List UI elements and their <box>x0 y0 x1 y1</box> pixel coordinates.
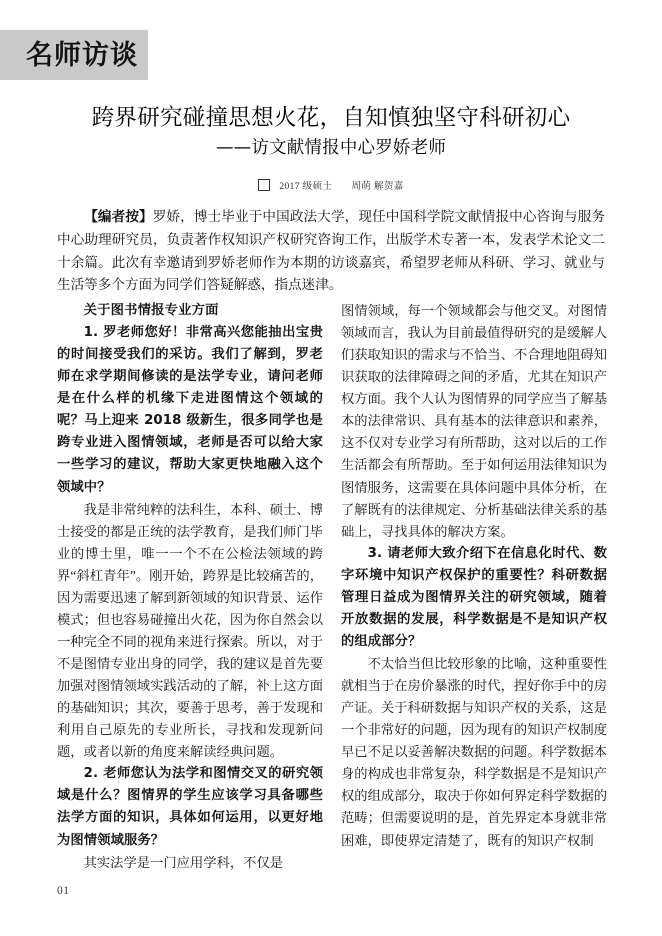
question-2: 2. 老师您认为法学和图情交叉的研究领域是什么？图情界的学生应该学习具备哪些法学方面的知识，具体如何运用，以更好地为图情领域服务？ <box>57 766 323 848</box>
editor-note-label: 【编者按】 <box>84 209 153 225</box>
editor-note-body: 罗娇，博士毕业于中国政法大学，现任中国科学院文献情报中心咨询与服务中心助理研究员，负责著作权知识产权研究咨询工作，出版学术专著一本，发表学术论文二十余篇。此次有幸邀请到罗娇老师作为本期的访谈嘉宾，希望罗老师从科研、学习、就业与生活等多个方面为同学们答疑解惑，指点迷津。 <box>57 209 606 293</box>
answer-2: 其实法学是一门应用学科，不仅是 <box>83 854 284 870</box>
answer-2-continued: 图情领域，每一个领域都会与他交叉。对图情领域而言，我认为目前最值得研究的是缓解人们获取知识的需求与不恰当、不合理地阻碍知识获取的法律障碍之间的矛盾，尤其在知识产权方面。我个人认为图情界的同学应当了解基本的法律常识、具有基本的法律意识和素养，这不仅对专业学习有所帮助，这对以后的工作生活都会有所帮助。至于如何运用法律知识为图情服务，这需要在具体问题中具体分析，在了解既有的法律规定、分析基础法律关系的基础上，寻找具体的解决方案。 <box>341 303 607 539</box>
empty-square-icon <box>258 179 270 191</box>
column-left <box>57 300 323 874</box>
section-banner <box>0 30 148 80</box>
editor-note <box>57 206 605 297</box>
title-block <box>48 104 614 161</box>
byline-class-year: 2017 级硕士 <box>279 182 333 192</box>
page-subtitle: ——访文献情报中心罗娇老师 <box>215 137 447 158</box>
page-title: 跨界研究碰撞思想火花，自知慎独坚守科研初心 <box>91 105 571 131</box>
question-1: 1. 罗老师您好！非常高兴您能抽出宝贵的时间接受我们的采访。我们了解到，罗老师在求学期间修读的是法学专业，请问老师是在什么样的机缘下走进图情这个领域的呢？马上迎来 2018 级新生，很多同学也是跨专业进入图情领域，老师是否可以给大家一些学习的建议，帮助大家更快地融入这个领域中？ <box>57 325 323 495</box>
section-heading: 关于图书情报专业方面 <box>83 303 219 318</box>
column-right <box>341 300 607 852</box>
answer-3: 不太恰当但比较形象的比喻，这种重要性就相当于在房价暴涨的时代，捏好你手中的房产证。关于科研数据与知识产权的关系，这是一个非常好的问题，因为现有的知识产权制度早已不足以妥善解决数据的问题。科学数据本身的构成也非常复杂，科学数据是不是知识产权的组成部分，取决于你如何界定科学数据的范畴；但需要说明的是，首先界定本身就非常困难，即使界定清楚了，既有的知识产权制 <box>341 656 607 848</box>
question-3: 3. 请老师大致介绍下在信息化时代、数字环境中知识产权保护的重要性？科研数据管理日益成为图情界关注的研究领域，随着开放数据的发展，科学数据是不是知识产权的组成部分？ <box>341 545 607 649</box>
byline <box>48 178 614 192</box>
answer-1: 我是非常纯粹的法科生，本科、硕士、博士接受的都是正统的法学教育，是我们师门毕业的博士里，唯一一个不在公检法领域的跨界“斜杠青年”。刚开始，跨界是比较痛苦的，因为需要迅速了解到新领域的知识背景、运作模式；但也容易碰撞出火花，因为你自然会以一种完全不同的视角来进行探索。所以，对于不是图情专业出身的同学，我的建议是首先要加强对图情领域实践活动的了解，补上这方面的基础知识；其次，要善于思考，善于发现和利用自己原先的专业所长，寻找和发现新问题，或者以新的角度来解读经典问题。 <box>57 501 323 760</box>
section-banner-label: 名师访谈 <box>26 39 138 71</box>
byline-authors: 周萌 解贺嘉 <box>351 182 404 192</box>
page-number: 01 <box>57 885 70 897</box>
